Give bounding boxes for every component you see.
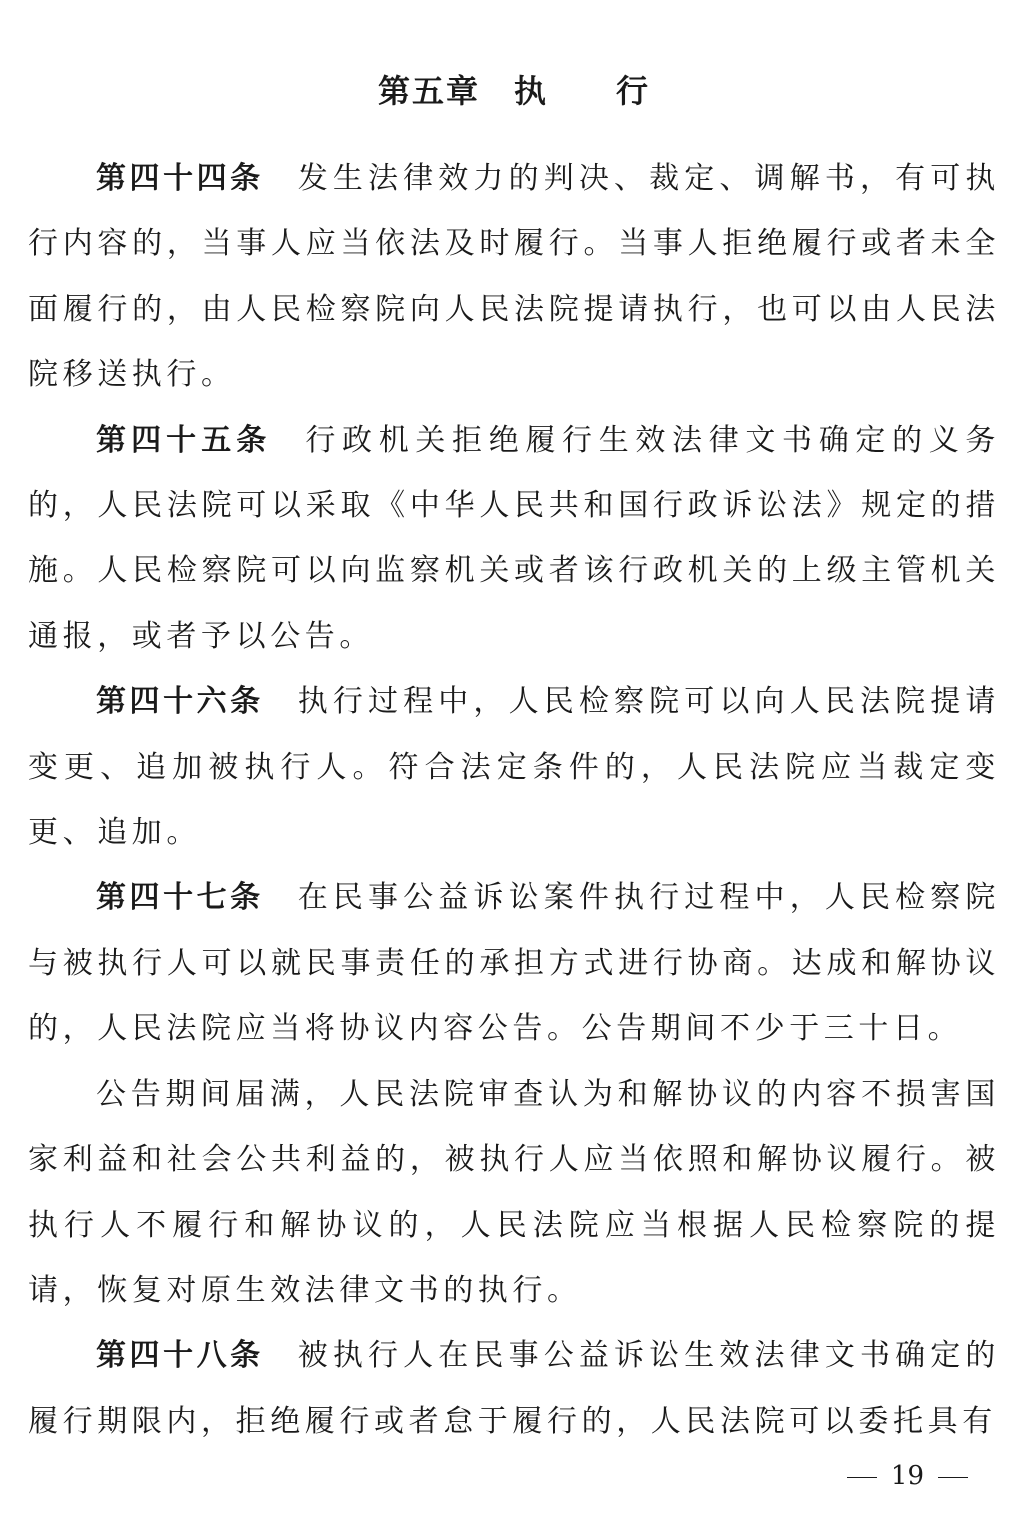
page-number: 19 [890, 1461, 924, 1491]
article-text: 执行过程中，人民检察院可以向人民法院提请变更、追加被执行人。符合法定条件的，人民法院应当裁定变更、追加。 [28, 684, 1001, 851]
article-number: 第四十五条 [96, 422, 272, 458]
article-paragraph [28, 146, 1000, 408]
article-paragraph [28, 865, 1000, 1061]
article-number: 第四十六条 [96, 684, 264, 720]
article-text: 发生法律效力的判决、裁定、调解书，有可执行内容的，当事人应当依法及时履行。当事人拒绝履行或者未全面履行的，由人民检察院向人民法院提请执行，也可以由人民法院移送执行。 [28, 161, 1001, 393]
article-paragraph [28, 669, 1000, 865]
article-number: 第四十八条 [96, 1338, 264, 1374]
article-paragraph [28, 408, 1000, 670]
article-paragraph [28, 1323, 1000, 1454]
article-number: 第四十四条 [96, 161, 264, 196]
page-footer [28, 1456, 1000, 1496]
right-dash-ornament [938, 1477, 968, 1478]
article-text: 行政机关拒绝履行生效法律文书确定的义务的，人民法院可以采取《中华人民共和国行政诉讼法》规定的措施。人民检察院可以向监察机关或者该行政机关的上级主管机关通报，或者予以公告。 [28, 422, 1001, 654]
article-text: 被执行人在民事公益诉讼生效法律文书确定的履行期限内，拒绝履行或者怠于履行的，人民法院可以委托具有 [28, 1338, 1001, 1439]
document-page [28, 0, 1000, 1513]
continuation-paragraph [28, 1062, 1000, 1324]
left-dash-ornament [847, 1477, 877, 1478]
article-number: 第四十七条 [96, 880, 264, 916]
chapter-title: 第五章 执 行 [377, 72, 650, 111]
paragraph-text: 公告期间届满，人民法院审查认为和解协议的内容不损害国家利益和社会公共利益的，被执行人应当依照和解协议履行。被执行人不履行和解协议的，人民法院应当根据人民检察院的提请，恢复对原生效法律文书的执行。 [28, 1076, 1000, 1308]
article-text: 在民事公益诉讼案件执行过程中，人民检察院与被执行人可以就民事责任的承担方式进行协商。达成和解协议的，人民法院应当将协议内容公告。公告期间不少于三十日。 [28, 880, 1001, 1047]
document-body [28, 146, 1000, 1454]
